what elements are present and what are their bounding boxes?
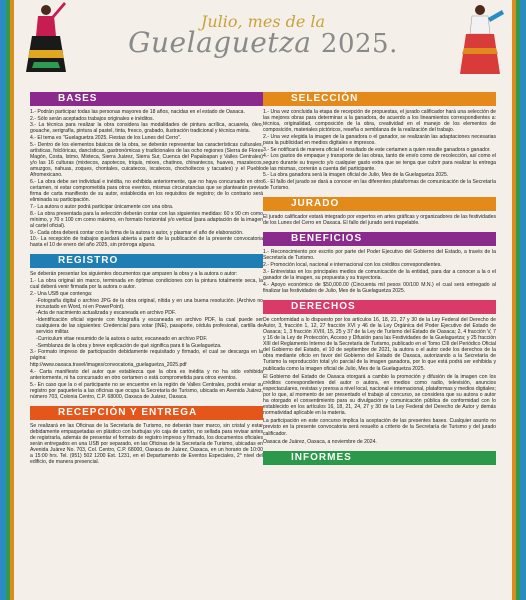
paragraph: El jurado calificador estará integrado por expertos en artes gráficas y organizadores de las festividades de los Lunes del Cerro en Oaxaca. El fallo del jurado será inapelable. xyxy=(263,214,496,227)
section-derechos-header xyxy=(263,300,496,314)
paragraph: 8.- La obra presentada para la selección deberán contar con las siguientes medidas: 60 x 90 cm como mínimo, y 70 x 100 cm como máximo, en formato horizontal y/o vertical (para adaptación de la imagen al cartel oficial). xyxy=(30,210,263,229)
paragraph: Se realizará en las Oficinas de la Secretaría de Turismo, no deberán traer marco, sin cristal y estar debidamente empaquetadas en plástico con burbujas y/o caja de cartón, no sellada para revisar antes de registrarla, además de presentar el formato de registro impreso y firmado, los documentos oficiales serán entregados en una USB por separado, en las Oficinas de la Secretaría de Turismo, ubicadas en Avenida Juárez No. 703, Col. Centro, C.P. 68000, Oaxaca de Juárez, Oaxaca, en un horario de 10:00 a 15:00 hrs. Tel. (951) 502 1200 Ext. 1231, en el Departamento de Eventos Especiales, 2° nivel del edificio, de manera presencial. xyxy=(30,422,263,466)
section-recepcion-body xyxy=(30,423,263,466)
section-recepcion-header xyxy=(30,406,263,420)
paragraph: 3.- Entrevistas en los principales medios de comunicación de la entidad, para dar a conocer a la o el ganador de la imagen, su propuesta y su trayectoria. xyxy=(263,268,496,281)
section-title: BENEFICIOS xyxy=(291,233,363,245)
title-year: 2025. xyxy=(320,29,398,59)
section-title: INFORMES xyxy=(291,451,352,463)
section-seleccion-header xyxy=(263,92,496,106)
section-beneficios-header xyxy=(263,232,496,246)
right-stripe-green xyxy=(516,0,520,600)
paragraph: El Gobierno del Estado de Oaxaca otorgará a cambio la promoción y difusión de la imagen con los créditos correspondientes del autor o autora, en medios como radio, televisión, anuncios espectaculares, revistas y prensa a nivel local, nacional e internacional, plataformas y medios digitales; por lo que, al momento de ser presentado el trabajo al concurso, se considera que su autora o autor ha otorgado el consentimiento para su divulgación y comunicación pública de conformidad con lo establecido en los artículos 16, 18, 21, 24, 27 y 30 de la Ley Federal del Derecho de Autor y demás normatividad aplicable en la materia. xyxy=(263,373,496,417)
section-title: DERECHOS xyxy=(291,300,356,312)
paragraph: De conformidad a lo dispuesto por los artículos 16, 18, 21, 27 y 30 de la Ley Federal del Derecho de Autor, 3, fracción 1, 12, 27 fracción XVI y 46 de la Ley Orgánica del Poder Ejecutivo del Estado de Oaxaca; 1, 3 fracción XVIII, 15, 25 y 37 de la Ley de Turismo del Estado de Oaxaca; 2, 4 fracción V, 7 y 16 de la Ley de Protección, Acceso y Difusión para las Festividades de la Guelaguetza; y 25 fracción XIII del Reglamento Interno de la Secretaría de Turismo, publicado en el Tomo CIII del Periódico Oficial del Gobierno del Estado, el 10 de septiembre de 2021, la autora o el autor cede los derechos de la obra mediante oficio en favor del Gobierno del Estado de Oaxaca, autorizando a la Secretaría de Turismo la reproducción total y/o parcial de la imagen ganadora, por lo que está podrá ser exhibida y publicada como la imagen oficial de Julio, Mes de la Guelaguetza 2025. xyxy=(263,316,496,372)
section-jurado-header xyxy=(263,197,496,211)
section-seleccion-body xyxy=(263,109,496,191)
section-registro-header xyxy=(30,254,263,268)
header xyxy=(14,0,512,82)
paragraph: -Curriculum vitae resumido de la autora o autor, escaneado en archivo PDF. xyxy=(36,335,208,342)
paragraph: 3.- Formato impreso de participación debidamente requisitado y firmado, el cual se descarga en la página: xyxy=(30,349,263,362)
left-column xyxy=(30,92,263,471)
section-title: RECEPCIÓN Y ENTREGA xyxy=(58,406,198,418)
paragraph: -Acta de nacimiento actualizada y escaneada en archivo PDF. xyxy=(36,310,176,317)
section-title: BASES xyxy=(58,93,98,104)
section-derechos-body xyxy=(263,317,496,445)
paragraph: http://www.oaxaca.travel/images/convocatoria_guelaguetza_2025.pdf xyxy=(30,362,187,369)
paragraph: 1.- La obra original sin marco, terminada en óptimas condiciones con la pintura totalmente seca, la cual deberá venir firmada por la autora o autor. xyxy=(30,278,263,291)
paragraph: 6.- El fallo del jurado se dará a conocer en las diferentes plataformas de comunicación de la Secretaría de Turismo. xyxy=(263,179,496,192)
paragraph: 1.- Podrán participar todas las personas mayores de 18 años, nacidas en el estado de Oaxaca. xyxy=(30,109,245,115)
section-bases-header xyxy=(30,92,263,106)
paragraph: La participación en este concurso implica la aceptación de las presentes bases. Cualquier asunto no previsto en la presente convocatoria será resuelto a criterio de la Secretaría de Turismo y del jurado calificador. xyxy=(263,418,496,437)
paragraph: 4.- El tema es "Guelaguetza 2025. Fiestas de los Lunes del Cerro". xyxy=(30,135,182,142)
right-stripe-orange xyxy=(512,0,516,600)
section-registro-body xyxy=(30,271,263,399)
paragraph: 5.- En caso que la o el participante no se encuentre en la región de Valles Centrales, podrá enviar su registro por paquetería a las oficinas que ocupa la Secretaría de Turismo, ubicada en Avenida Juárez, número 703, Colonia Centro, C.P. 68000, Oaxaca de Juárez, Oaxaca. xyxy=(30,381,263,400)
paragraph: 3.- Se notificará de manera oficial el resultado de este certamen a quien resulte ganadora o ganador. xyxy=(263,146,491,153)
paragraph: -Fotografía digital o archivo JPG de la obra original, nítida y en una buena resolución. (Archivo no incrustado en Word, ni en PowerPoint). xyxy=(36,297,263,310)
section-title: SELECCIÓN xyxy=(291,93,359,104)
section-beneficios-body xyxy=(263,249,496,293)
section-title: JURADO xyxy=(291,198,340,210)
title-big xyxy=(14,26,512,59)
paragraph: 3.- La técnica para realizar la obra considera las modalidades de pintura acrílica, acuarela, óleo, gouache, serigrafía, pintura al pastel, tinta, fresco, grabado, ilustración tradicional y técnica mixta. xyxy=(30,122,263,135)
paragraph: 4.- Carta manifiesto del autor que establezca que la obra es inédita y no ha sido exhibida anteriormente, ni ha concursado en otro certamen o está comprometida para otros eventos. xyxy=(30,368,263,381)
title-small: Julio, mes de la xyxy=(200,12,326,31)
paragraph: Se deberán presentar los siguientes documentos que amparen la obra y a la autora o autor: xyxy=(30,271,238,278)
paragraph: -Identificación oficial vigente con fotografía y escaneada en archivo PDF, la cual puede ser cualquiera de las siguientes: Credencial para votar (INE), pasaporte, cédula profesional, cartilla de servicio militar. xyxy=(36,317,263,336)
paragraph: 2.- Promoción local, nacional e internacional con los créditos correspondientes. xyxy=(263,262,442,269)
section-bases-body xyxy=(30,109,263,248)
left-stripe-orange xyxy=(10,0,14,600)
paragraph: 5.- Dentro de los elementos básicos de la obra, se deberán representar las características culturales, artísticas, folclóricas, dancísticas, gastronómicas y tradicionales de las ocho regiones (Sierra de Flores Magón, Costa, Istmo, Mixteca, Sierra Juárez, Sierra Sur, Cuenca del Papaloapan y Valles Centrales) y/o las 16 culturas (mixtecos, zapotecos, triquis, mixes, chatinos, chinantecos, huaves, mazatecos, amuzgos, nahuas, zoques, chontales, cuicatecos, ixcatecos, chocholtecos y tacuates) y el Pueblo Afromexicano. xyxy=(30,141,263,179)
right-stripe-blue xyxy=(520,0,526,600)
title-guelaguetza: Guelaguetza xyxy=(128,26,312,59)
paragraph: 5.- La obra ganadora será la imagen oficial de Julio, Mes de la Guelaguetza 2025. xyxy=(263,172,449,179)
paragraph: 10.- La recepción de trabajos quedará abierta a partir de la publicación de la presente convocatoria hasta el 10 de enero del año 2025, sin prórroga alguna. xyxy=(30,236,263,249)
section-title: REGISTRO xyxy=(58,255,119,267)
paragraph: 9.- Cada obra deberá contar con la firma de la autora o autor, y plasmar el año de elaboración. xyxy=(30,229,244,236)
paragraph: 7.- La autora o autor podrá participar únicamente con una obra. xyxy=(30,203,174,210)
paragraph: 1.- Reconocimiento por escrito por parte del Poder Ejecutivo del Gobierno del Estado, a través de la Secretaría de Turismo. xyxy=(263,249,496,262)
paragraph: 4.- Los gastos de empaque y transporte de las obras, tanto de envío como de recolección, así como el seguro durante su trayecto y/o cualquier gasto extra que se tenga que cubrir para realizar la entrega de las mismas, correrán a cuenta del participante. xyxy=(263,153,496,172)
paragraph: 2.- Una USB que contenga: xyxy=(30,290,93,297)
right-column xyxy=(263,92,496,468)
paragraph: 2.- Sólo serán aceptados trabajos originales e inéditos. xyxy=(30,115,155,122)
paragraph: 2.- Una vez elegida la imagen de la ganadora o el ganador, se realizarán las adaptaciones necesarias para la publicidad en medios digitales e impresos. xyxy=(263,133,496,147)
paragraph: Oaxaca de Juárez, Oaxaca, a noviembre de 2024. xyxy=(263,438,377,445)
paragraph: -Semblanza de la obra y breve explicación de qué significa para ti la Guelaguetza. xyxy=(36,342,222,349)
section-jurado-body xyxy=(263,214,496,226)
section-informes-header xyxy=(263,451,496,465)
paragraph: 4.- Apoyo económico de $50,000.00 (Cincuenta mil pesos 00/100 M.N.) el cual será entregado al finalizar las festividades de Julio, Mes de la Guelaguetza 2025. xyxy=(263,281,496,294)
paragraph: 6.- La obra debe ser individual e inédita, no exhibida anteriormente, que no haya concursado en otro certamen, ni estar comprometida para otros eventos, mismas circunstancias que se plantearán previa firma de carta manifiesto de su autor, establecida en los requisitos de registro; de lo contrario será eliminada su participación. xyxy=(30,179,263,204)
paragraph: 1.- Una vez concluida la etapa de recepción de propuestas, el jurado calificador hará una selección de las mejores obras para determinar a la ganadora, de acuerdo a los lineamientos correspondientes a: técnica, originalidad, composición de la obra, creatividad en el manejo de los elementos de composición, materiales pictóricos, reseña o semblanza de la realización del trabajo. xyxy=(263,109,496,134)
